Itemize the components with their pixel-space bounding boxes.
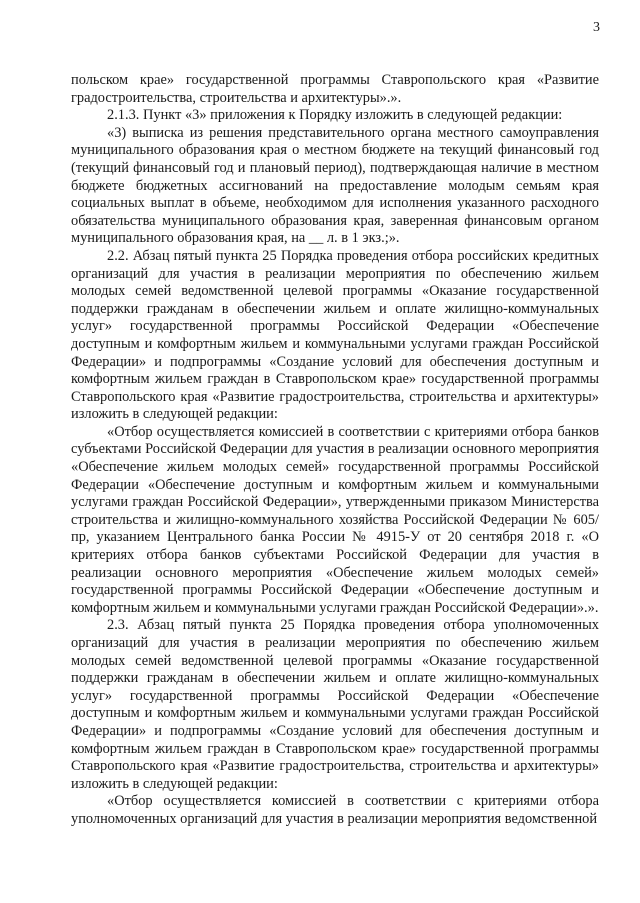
paragraph-quote-selection-banks: «Отбор осуществляется комиссией в соответствии с критериями отбора банков субъектами Российской Федерации для участия в реализации основного мероприятия «Обеспечение жильем молодых семей» государственной программы Российской Федерации «Обеспечение доступным и комфортным жильем и коммунальными услугами граждан Российской Федерации», утвержденными приказом Министерства строительства и жилищно-коммунального хозяйства Российской Федерации № 605/пр, указанием Центрального банка России № 4915-У от 20 сентября 2018 г. «О критериях отбора банков субъектами Российской Федерации для участия в реализации основного мероприятия «Обеспечение жильем молодых семей» государственной программы Российской Федерации «Обеспечение доступным и комфортным жильем и коммунальными услугами граждан Российской Федерации».».	[71, 423, 599, 616]
paragraph-2-3: 2.3. Абзац пятый пункта 25 Порядка проведения отбора уполномоченных организаций для участия в реализации мероприятия по обеспечению жильем молодых семей ведомственной целевой программы «Оказание государственной поддержки гражданам в обеспечении жильем и оплате жилищно-коммунальных услуг» государственной программы Российской Федерации «Обеспечение доступным и комфортным жильем и коммунальными услугами граждан Российской Федерации» и подпрограммы «Создание условий для обеспечения доступным и комфортным жильем граждан в Ставропольском крае» государственной программы Ставропольского края «Развитие градостроительства, строительства и архитектуры» изложить в следующей редакции:	[71, 617, 599, 792]
paragraph-quote-item-3: «3) выписка из решения представительного органа местного самоуправления муниципального образования края о местном бюджете на текущий финансовый год (текущий финансовый год и плановый период), подтверждающая наличие в местном бюджете бюджетных ассигнований на предоставление молодым семьям края социальных выплат в объеме, необходимом для исполнения указанного расходного обязательства муниципального образования края, заверенная финансовым органом муниципального образования края, на __ л. в 1 экз.;».	[71, 124, 599, 247]
paragraph-2-2: 2.2. Абзац пятый пункта 25 Порядка проведения отбора российских кредитных организаций для участия в реализации мероприятия по обеспечению жильем молодых семей ведомственной целевой программы «Оказание государственной поддержки гражданам в обеспечении жильем и оплате жилищно-коммунальных услуг» государственной программы Российской Федерации «Обеспечение доступным и комфортным жильем и коммунальными услугами граждан Российской Федерации» и подпрограммы «Создание условий для обеспечения доступным и комфортным жильем граждан в Ставропольском крае» государственной программы Ставропольского края «Развитие градостроительства, строительства и архитектуры» изложить в следующей редакции:	[71, 247, 599, 423]
document-body	[71, 72, 599, 829]
paragraph-quote-selection-organizations: «Отбор осуществляется комиссией в соответствии с критериями отбора уполномоченных организаций для участия в реализации мероприятия ведомственной	[71, 793, 599, 827]
paragraph-continuation: польском крае» государственной программы Ставропольского края «Развитие градостроительства, строительства и архитектуры».».	[71, 72, 599, 106]
paragraph-2-1-3: 2.1.3. Пункт «3» приложения к Порядку изложить в следующей редакции:	[107, 107, 563, 124]
page-number: 3	[593, 20, 600, 35]
